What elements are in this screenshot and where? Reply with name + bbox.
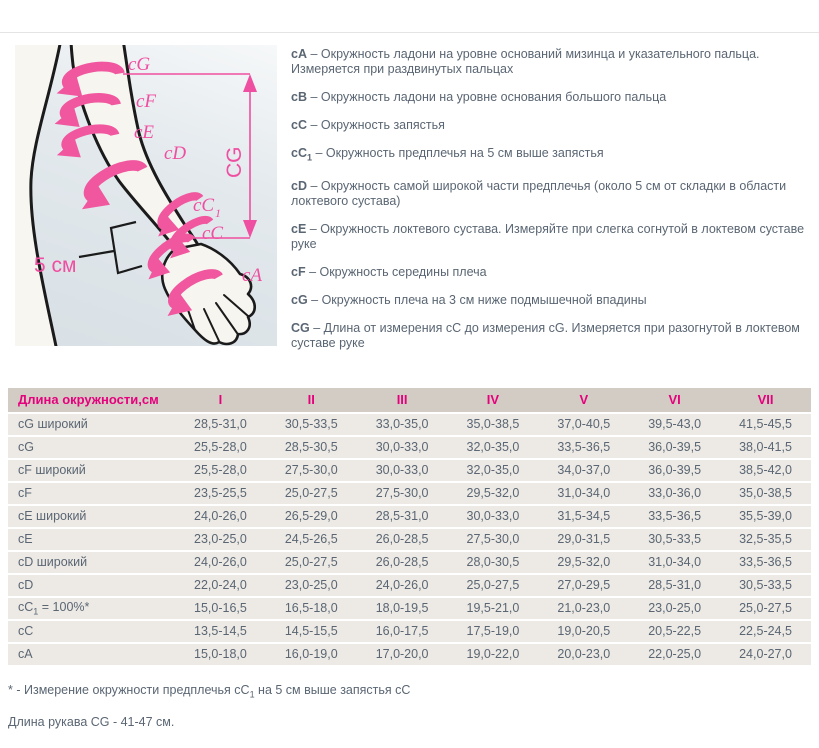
arm-measurement-diagram	[15, 45, 277, 346]
range-cell: 38,5-42,0	[720, 460, 811, 481]
range-cell: 19,5-21,0	[448, 598, 539, 619]
range-cell: 28,5-31,0	[629, 575, 720, 596]
band-label-cf: cF	[136, 91, 157, 112]
range-cell: 31,0-34,0	[629, 552, 720, 573]
range-cell: 23,0-25,0	[175, 529, 266, 550]
column-header-size: II	[266, 388, 357, 412]
range-cell: 21,0-23,0	[538, 598, 629, 619]
range-cell: 26,0-28,5	[357, 552, 448, 573]
range-cell: 30,0-33,0	[357, 437, 448, 458]
row-label: cF	[8, 483, 175, 504]
measurement-item: cA – Окружность ладони на уровне оснований мизинца и указательного пальца. Измеряется при раздвинутых пальцах	[291, 47, 760, 76]
column-header-size: III	[357, 388, 448, 412]
band-label-cc1: cC	[193, 195, 215, 216]
band-label-cc1-sub: 1	[215, 206, 221, 220]
range-cell: 37,0-40,5	[538, 414, 629, 435]
range-cell: 28,0-30,5	[448, 552, 539, 573]
range-cell: 20,5-22,5	[629, 621, 720, 642]
range-cell: 22,0-25,0	[629, 644, 720, 665]
size-table-head	[8, 388, 811, 412]
range-cell: 25,5-28,0	[175, 437, 266, 458]
measurement-item: $cC_1$ – Окружность предплечья на 5 см выше запястья	[291, 146, 604, 163]
arm-diagram-svg	[15, 45, 277, 346]
table-row	[8, 506, 811, 527]
range-cell: 24,0-27,0	[720, 644, 811, 665]
range-cell: 29,5-32,0	[538, 552, 629, 573]
range-cell: 24,0-26,0	[357, 575, 448, 596]
range-cell: 33,5-36,5	[720, 552, 811, 573]
range-cell: 27,0-29,5	[538, 575, 629, 596]
column-header-size: VI	[629, 388, 720, 412]
range-cell: 23,0-25,0	[629, 598, 720, 619]
range-cell: 24,0-26,0	[175, 552, 266, 573]
measurement-section	[0, 33, 819, 364]
range-cell: 20,0-23,0	[538, 644, 629, 665]
table-row	[8, 575, 811, 596]
range-cell: 32,0-35,0	[448, 437, 539, 458]
size-table	[8, 386, 811, 667]
range-cell: 31,0-34,0	[538, 483, 629, 504]
measurement-item: cG – Окружность плеча на 3 см ниже подмышечной впадины	[291, 292, 647, 307]
range-cell: 23,0-25,0	[266, 575, 357, 596]
five-cm-label: 5 см	[34, 254, 77, 277]
row-label: cD	[8, 575, 175, 596]
range-cell: 30,5-33,5	[629, 529, 720, 550]
measurement-list	[277, 45, 811, 364]
range-cell: 32,0-35,0	[448, 460, 539, 481]
band-label-ca: cA	[242, 265, 263, 286]
table-row	[8, 414, 811, 435]
range-cell: 29,5-32,0	[448, 483, 539, 504]
range-cell: 13,5-14,5	[175, 621, 266, 642]
band-label-cg: cG	[128, 54, 151, 75]
range-cell: 38,0-41,5	[720, 437, 811, 458]
range-cell: 33,0-35,0	[357, 414, 448, 435]
range-cell: 16,0-17,5	[357, 621, 448, 642]
column-header-size: VII	[720, 388, 811, 412]
band-label-cc: cC	[202, 223, 224, 244]
row-label: cG	[8, 437, 175, 458]
range-cell: 25,0-27,5	[720, 598, 811, 619]
table-row	[8, 460, 811, 481]
range-cell: 18,0-19,5	[357, 598, 448, 619]
range-cell: 25,5-28,0	[175, 460, 266, 481]
band-label-ce: cE	[134, 122, 155, 143]
range-cell: 17,5-19,0	[448, 621, 539, 642]
range-cell: 35,5-39,0	[720, 506, 811, 527]
row-label: cG широкий	[8, 414, 175, 435]
measurement-item: cC – Окружность запястья	[291, 118, 445, 132]
row-label: cE широкий	[8, 506, 175, 527]
range-cell: 22,0-24,0	[175, 575, 266, 596]
cg-length-label: CG	[223, 146, 246, 178]
range-cell: 23,5-25,5	[175, 483, 266, 504]
range-cell: 16,0-19,0	[266, 644, 357, 665]
range-cell: 16,5-18,0	[266, 598, 357, 619]
measurement-item: cD – Окружность самой широкой части предплечья (около 5 см от складки в области локтевого сустава)	[291, 178, 787, 208]
table-row	[8, 621, 811, 642]
range-cell: 19,0-20,5	[538, 621, 629, 642]
footnote-sleeve-length: Длина рукава CG - 41-47 см.	[8, 715, 175, 729]
range-cell: 32,5-35,5	[720, 529, 811, 550]
range-cell: 14,5-15,5	[266, 621, 357, 642]
range-cell: 35,0-38,5	[720, 483, 811, 504]
table-row	[8, 437, 811, 458]
range-cell: 29,0-31,5	[538, 529, 629, 550]
footnotes	[0, 683, 819, 730]
range-cell: 30,5-33,5	[266, 414, 357, 435]
column-header-size: V	[538, 388, 629, 412]
range-cell: 34,0-37,0	[538, 460, 629, 481]
range-cell: 30,5-33,5	[720, 575, 811, 596]
table-row	[8, 552, 811, 573]
range-cell: 17,0-20,0	[357, 644, 448, 665]
range-cell: 24,5-26,5	[266, 529, 357, 550]
range-cell: 25,0-27,5	[266, 552, 357, 573]
range-cell: 35,0-38,5	[448, 414, 539, 435]
size-table-header-row	[8, 388, 811, 412]
range-cell: 30,0-33,0	[448, 506, 539, 527]
range-cell: 36,0-39,5	[629, 460, 720, 481]
measurement-item: CG – Длина от измерения cC до измерения cG. Измеряется при разогнутой в локтевом суставе руке	[291, 320, 800, 350]
range-cell: 27,5-30,0	[357, 483, 448, 504]
range-cell: 24,0-26,0	[175, 506, 266, 527]
range-cell: 27,5-30,0	[266, 460, 357, 481]
row-label: cD широкий	[8, 552, 175, 573]
range-cell: 28,5-31,0	[175, 414, 266, 435]
range-cell: 25,0-27,5	[448, 575, 539, 596]
five-cm-bracket	[79, 222, 142, 273]
column-header-circumference: Длина окружности,см	[8, 388, 175, 412]
range-cell: 39,5-43,0	[629, 414, 720, 435]
body-outline	[15, 45, 61, 346]
table-row	[8, 529, 811, 550]
range-cell: 31,5-34,5	[538, 506, 629, 527]
row-label: cA	[8, 644, 175, 665]
range-cell: 15,0-16,5	[175, 598, 266, 619]
range-cell: 25,0-27,5	[266, 483, 357, 504]
range-cell: 28,5-31,0	[357, 506, 448, 527]
range-cell: 30,0-33,0	[357, 460, 448, 481]
row-label: cE	[8, 529, 175, 550]
measurement-item: cF – Окружность середины плеча	[291, 264, 487, 279]
range-cell: 28,5-30,5	[266, 437, 357, 458]
row-label: $cC_1 = 100\%*$	[8, 598, 175, 619]
column-header-size: IV	[448, 388, 539, 412]
table-row	[8, 644, 811, 665]
range-cell: 26,0-28,5	[357, 529, 448, 550]
size-table-body	[8, 414, 811, 665]
range-cell: 19,0-22,0	[448, 644, 539, 665]
footnote-measurement-note: * - Измерение окружности предплечья $cC_1$ на 5 см выше запястья cC	[8, 682, 411, 699]
range-cell: 41,5-45,5	[720, 414, 811, 435]
range-cell: 22,5-24,5	[720, 621, 811, 642]
table-row	[8, 598, 811, 619]
range-cell: 26,5-29,0	[266, 506, 357, 527]
table-row	[8, 483, 811, 504]
column-header-size: I	[175, 388, 266, 412]
row-label: cC	[8, 621, 175, 642]
measurement-item: cE – Окружность локтевого сустава. Измеряйте при слегка согнутой в локтевом суставе руке	[291, 221, 805, 251]
band-label-cd: cD	[164, 143, 187, 164]
range-cell: 33,5-36,5	[629, 506, 720, 527]
row-label: cF широкий	[8, 460, 175, 481]
range-cell: 36,0-39,5	[629, 437, 720, 458]
range-cell: 33,0-36,0	[629, 483, 720, 504]
range-cell: 27,5-30,0	[448, 529, 539, 550]
measurement-item: cB – Окружность ладони на уровне основания большого пальца	[291, 90, 667, 104]
range-cell: 33,5-36,5	[538, 437, 629, 458]
range-cell: 15,0-18,0	[175, 644, 266, 665]
